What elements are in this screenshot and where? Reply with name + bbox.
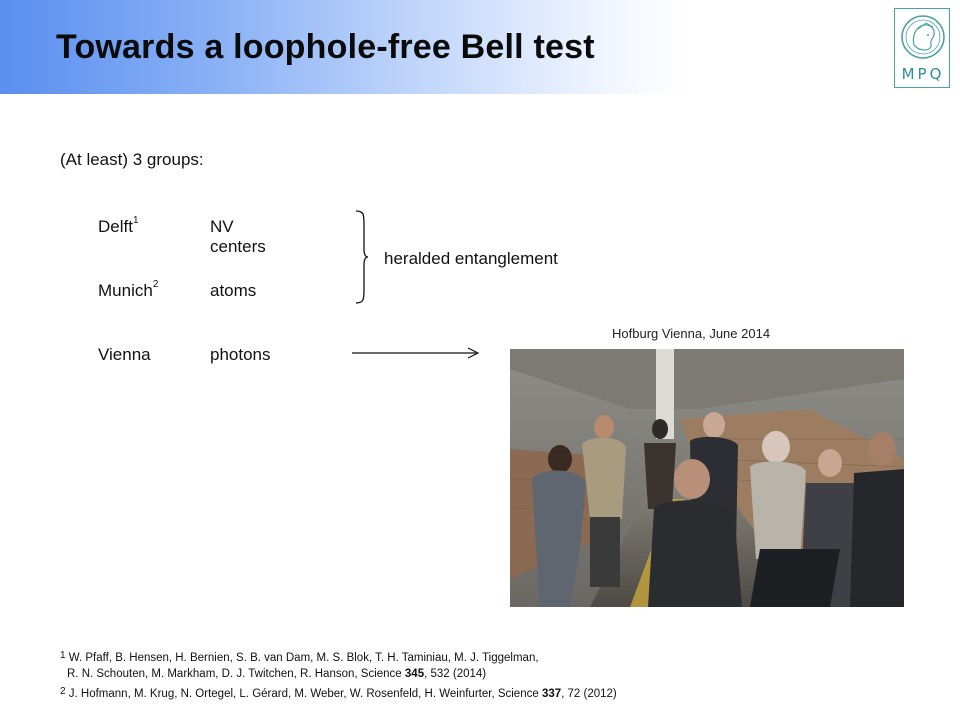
bracket-and-arrow [340,205,500,365]
reference-2: $^2$ J. Hofmann, M. Krug, N. Ortegel, L. Gérard, M. Weber, W. Rosenfeld, H. Weinfurter, Science 337, 72 (2012) [60,686,617,700]
group-photo [510,349,904,607]
group-name: Munich$^2$ [98,279,159,300]
reference-1: $^1$ W. Pfaff, B. Hensen, H. Bernien, S. B. van Dam, M. S. Blok, T. H. Taminiau, M. J. Tiggelman, R. N. Schouten, M. Markham, D. J. Twitchen, R. Hanson, Science 345, 532 (2014) [60,650,539,680]
group-desc: photons [210,345,271,364]
footnote-marker: 1 [132,215,139,226]
group-desc: NV centers [210,217,266,256]
group-name: Vienna [98,345,151,364]
group-desc: atoms [210,281,257,300]
slide-title: Towards a loophole-free Bell test [56,28,595,66]
bracket-label: heralded entanglement [384,249,558,268]
group-name: Delft$^1$ [98,215,139,236]
intro-text: (At least) 3 groups: [60,150,204,169]
photo-caption: Hofburg Vienna, June 2014 [612,326,771,341]
minerva-head-icon [895,9,951,65]
logo-text: MPQ [901,65,945,83]
mpq-logo [894,8,950,88]
footnote-marker: 2 [60,686,66,697]
footnote-marker: 2 [152,279,159,290]
curly-brace [356,211,368,303]
footnote-marker: 1 [60,650,66,661]
